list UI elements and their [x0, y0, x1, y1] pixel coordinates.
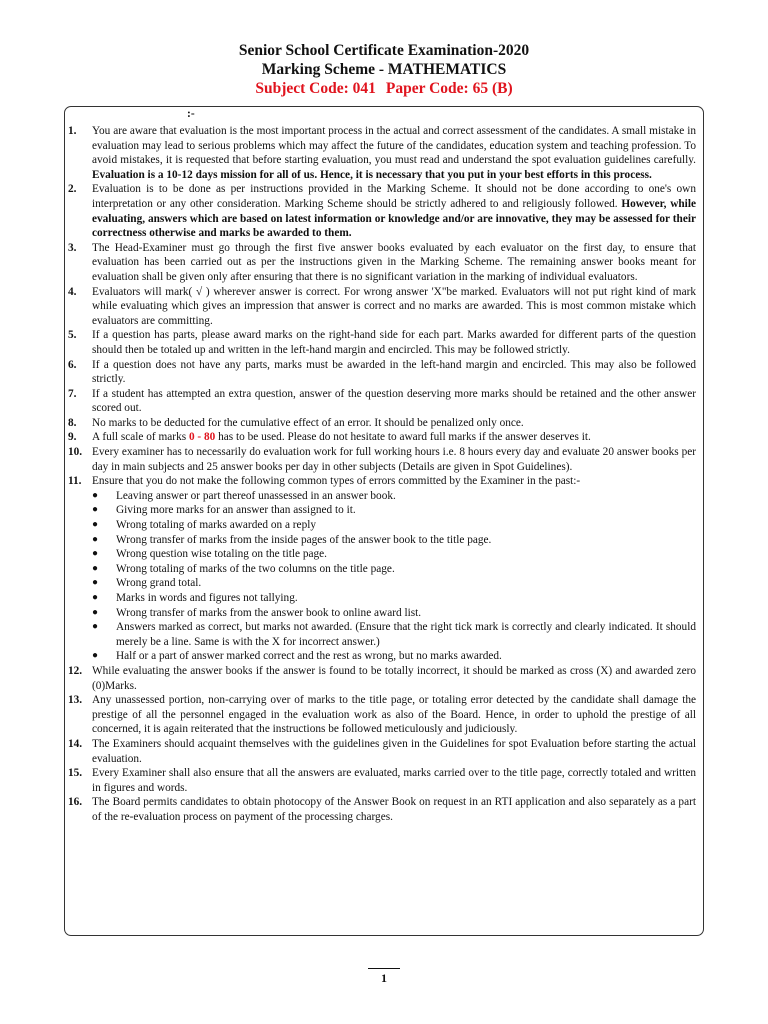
- instruction-item: [68, 328, 696, 357]
- item-text: If a question does not have any parts, marks must be awarded in the left-hand margin and encircled. This may also be followed strictly.: [92, 358, 696, 386]
- item-number: 14.: [68, 737, 83, 750]
- list-item: [92, 606, 696, 621]
- bullet-text: Marks in words and figures not tallying.: [116, 592, 298, 604]
- bullet-text: Wrong totaling of marks awarded on a reply: [116, 519, 317, 532]
- bullet-text: Wrong transfer of marks from the answer book to online award list.: [116, 606, 422, 619]
- item-text: If a student has attempted an extra question, answer of the question deserving more marks should be retained and the other answer scored out.: [92, 387, 696, 415]
- item-text: Every Examiner shall also ensure that all the answers are evaluated, marks carried over to the title page, correctly totaled and written in figures and words.: [92, 767, 696, 794]
- item-number: 10.: [68, 446, 83, 459]
- item-number: 9.: [68, 431, 77, 444]
- instruction-item: [68, 766, 696, 795]
- item-text: Every examiner has to necessarily do evaluation work for full working hours i.e. 8 hours every day and evaluate 20 answer books per day in main subjects and 25 answer books per day in other subjects (Details are given in Spot Guidelines).: [92, 446, 696, 473]
- instruction-item: [68, 387, 696, 416]
- bullet-icon: ●: [92, 504, 99, 516]
- marking-scheme-title: Marking Scheme - MATHEMATICS: [261, 61, 507, 78]
- code-line: [0, 79, 768, 98]
- bullet-icon: ●: [92, 592, 99, 603]
- item-text: While evaluating the answer books if the answer is found to be totally incorrect, it should be marked as cross (X) and awarded zero (0)Marks.: [92, 664, 696, 692]
- bullet-icon: ●: [92, 562, 99, 574]
- list-item: [92, 533, 696, 548]
- bullet-icon: ●: [92, 577, 99, 589]
- item-text: Any unassessed portion, non-carrying over of marks to the title page, or totaling error detected by the candidate shall damage the prestige of all the personnel engaged in the evaluation work as also of the Board. Hence, in order to uphold the prestige of all concerned, it is again reiterated that the instructions be followed meticulously and judiciously.: [92, 694, 696, 736]
- item-text: Ensure that you do not make the following common types of errors committed by the Examiner in the past:-: [92, 475, 581, 488]
- bullet-icon: ●: [92, 650, 99, 662]
- list-item: [92, 620, 696, 649]
- bullet-text: Leaving answer or part thereof unassessed in an answer book.: [116, 489, 396, 502]
- item-text: has to be used. Please do not hesitate to award full marks if the answer deserves it.: [215, 431, 591, 444]
- bullet-icon: ●: [92, 519, 99, 531]
- item-number: 8.: [68, 416, 77, 429]
- page-footer: [0, 968, 768, 986]
- error-list: [92, 489, 696, 664]
- item-number: 2.: [68, 183, 77, 196]
- bullet-text: Wrong grand total.: [116, 577, 202, 590]
- item-number: 6.: [68, 358, 77, 371]
- instruction-item: [68, 124, 696, 182]
- document-header: [0, 41, 768, 98]
- item-text: A full scale of marks: [92, 431, 189, 444]
- bullet-text: Half or a part of answer marked correct and the rest as wrong, but no marks awarded.: [116, 650, 502, 663]
- paper-code: Paper Code: 65 (B): [385, 80, 513, 97]
- item-text: The Board permits candidates to obtain photocopy of the Answer Book on request in an RTI application and also separately as a part of the re-evaluation process on payment of the processing charges.: [92, 796, 696, 823]
- list-item: [92, 576, 696, 591]
- list-item: [92, 649, 696, 664]
- instruction-item: [68, 241, 696, 285]
- list-item: [92, 562, 696, 577]
- item-bold-text: Evaluation is a 10-12 days mission for all of us. Hence, it is necessary that you put in your best efforts in this process.: [92, 168, 652, 181]
- bullet-icon: ●: [92, 606, 99, 618]
- bullet-icon: ●: [92, 548, 99, 560]
- item-number: 7.: [68, 387, 77, 400]
- exam-title: Senior School Certificate Examination-2020: [238, 42, 530, 59]
- instruction-item: [68, 737, 696, 766]
- item-number: 11.: [68, 475, 82, 488]
- item-number: 15.: [68, 767, 83, 780]
- list-item: [92, 591, 696, 606]
- item-bold-text: However, while evaluating, answers which are based on latest information or knowledge and/or are innovative, they may be assessed for their correctness otherwise and marks be awarded to them.: [92, 197, 696, 240]
- instruction-item: [68, 285, 696, 329]
- item-text: You are aware that evaluation is the most important process in the actual and correct assessment of the candidates. A small mistake in evaluation may lead to serious problems which may affect the future of the candidates, education system and teaching profession. To avoid mistakes, it is requested that before starting evaluation, you must read and understand the spot evaluation guidelines carefully.: [92, 125, 696, 167]
- item-text: The Head-Examiner must go through the first five answer books evaluated by each evaluator on the first day, to ensure that evaluation has been carried out as per the instructions given in the Marking Scheme. The remaining answer books meant for evaluation shall be given only after ensuring that there is no significant variation in the marking of individual evaluators.: [92, 241, 696, 283]
- item-text: If a question has parts, please award marks on the right-hand side for each part. Marks awarded for different parts of the question should then be totaled up and written in the left-hand margin and encircled. This may be followed strictly.: [92, 329, 696, 356]
- marks-range: 0 - 80: [188, 431, 216, 444]
- list-item: [92, 503, 696, 518]
- item-number: 1.: [68, 125, 77, 137]
- instruction-item: [68, 358, 696, 387]
- item-number: 5.: [68, 329, 77, 342]
- list-item: [92, 547, 696, 562]
- bullet-text: Wrong question wise totaling on the title page.: [116, 548, 328, 561]
- bullet-icon: ●: [92, 621, 99, 633]
- page-number: 1: [381, 971, 387, 985]
- instruction-item: [68, 182, 696, 240]
- bullet-text: Giving more marks for an answer than assigned to it.: [116, 504, 356, 517]
- instruction-item: [68, 430, 696, 445]
- bullet-text: Answers marked as correct, but marks not awarded. (Ensure that the right tick mark is correctly and clearly indicated. It should merely be a line. Same is with the X for incorrect answer.): [116, 621, 696, 648]
- item-number: 3.: [68, 241, 77, 254]
- item-number: 16.: [68, 796, 83, 809]
- instructions-list: [68, 124, 696, 825]
- item-text: No marks to be deducted for the cumulative effect of an error. It should be penalized only once.: [92, 416, 524, 429]
- instruction-item: [68, 474, 696, 664]
- list-item: [92, 489, 696, 504]
- item-number: 12.: [68, 664, 83, 677]
- instruction-item: [68, 416, 696, 431]
- list-item: [92, 518, 696, 533]
- subject-code: Subject Code: 041: [255, 80, 376, 97]
- item-text: Evaluation is to be done as per instructions provided in the Marking Scheme. It should not be done according to one's own interpretation or any other consideration. Marking Scheme should be strictly adhered to and religiously followed.: [92, 183, 696, 210]
- bullet-text: Wrong transfer of marks from the inside pages of the answer book to the title page.: [116, 533, 492, 546]
- instruction-item: [68, 445, 696, 474]
- instructions-title: :-: [187, 108, 195, 120]
- bullet-text: Wrong totaling of marks of the two columns on the title page.: [116, 562, 395, 575]
- instruction-item: [68, 795, 696, 824]
- instruction-item: [68, 693, 696, 737]
- item-text: Evaluators will mark( √ ) wherever answer is correct. For wrong answer 'X"be marked. Evaluators will not put right kind of mark while evaluating which gives an impression that answer is correct and no marks are awarded. This is most common mistake which evaluators are committing.: [92, 285, 696, 327]
- item-text: The Examiners should acquaint themselves with the guidelines given in the Guidelines for spot Evaluation before starting the actual evaluation.: [92, 737, 696, 765]
- item-number: 4.: [68, 285, 77, 298]
- bullet-icon: ●: [92, 533, 99, 545]
- footer-divider: [368, 968, 400, 969]
- item-number: 13.: [68, 694, 83, 707]
- instruction-item: [68, 664, 696, 693]
- bullet-icon: ●: [92, 489, 99, 501]
